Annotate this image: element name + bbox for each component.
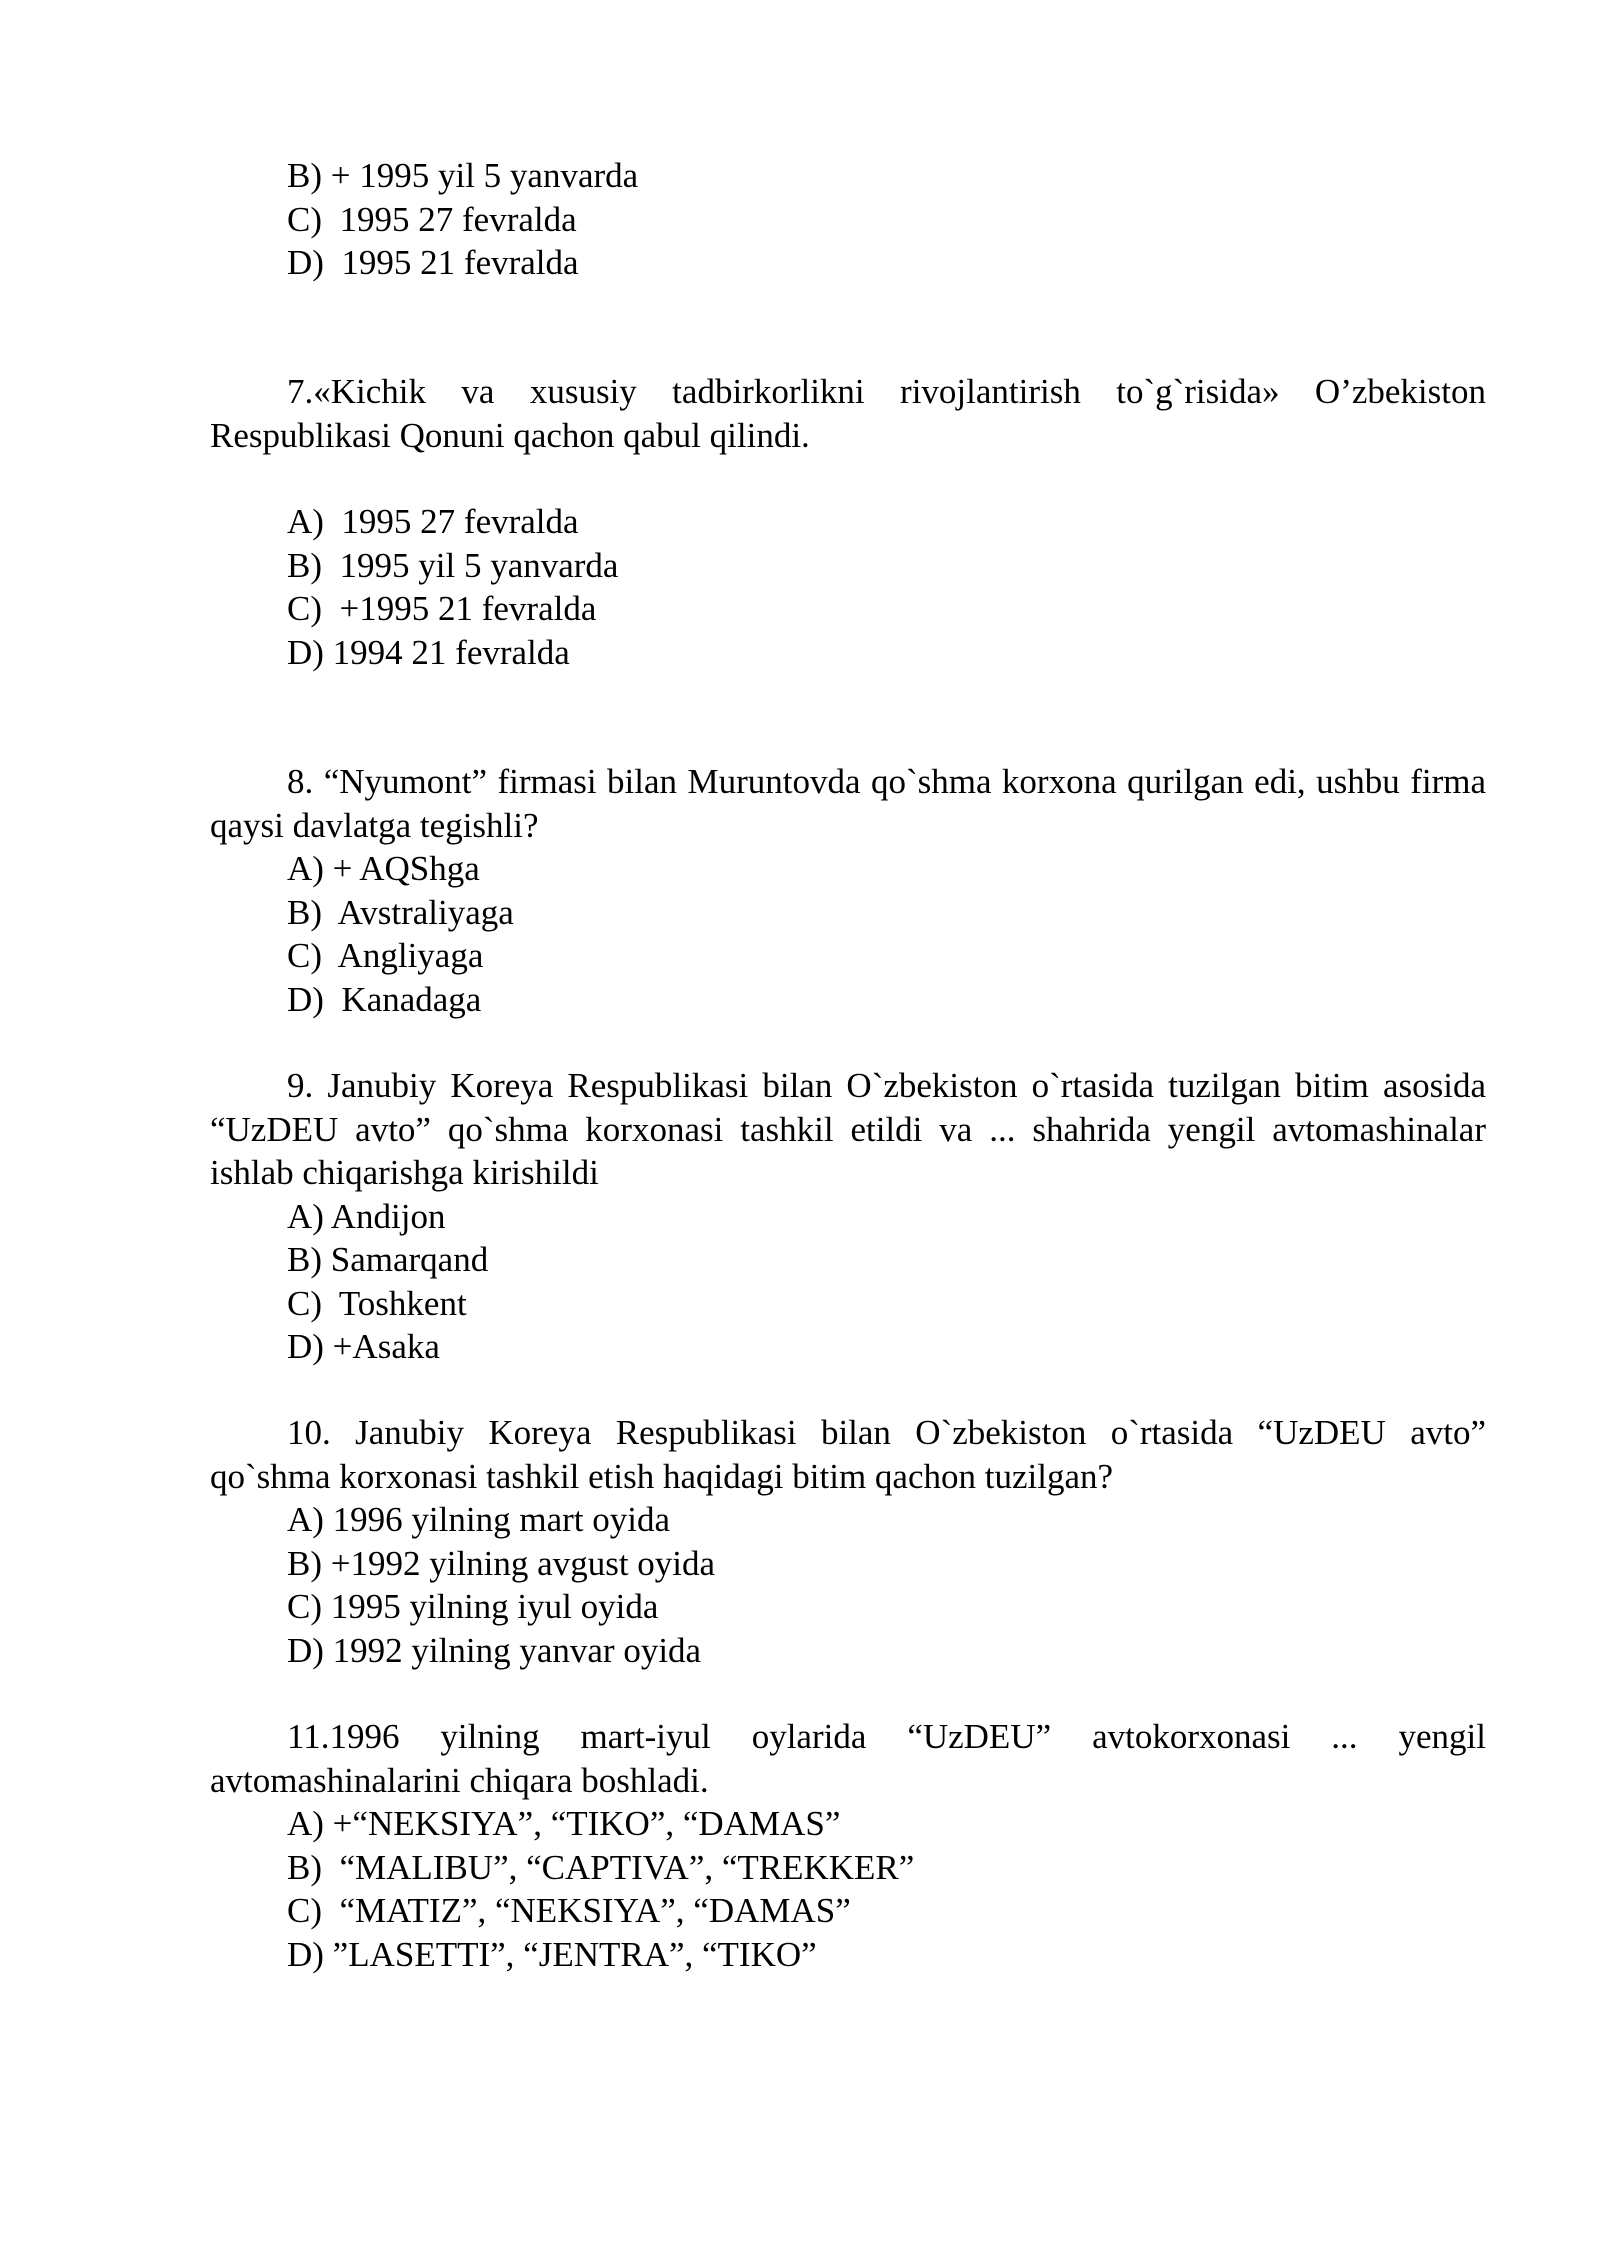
question-text: 7.«Kichik va xususiy tadbirkorlikni rivojlantirish to`g`risida» O’zbekiston Respublikasi Qonuni qachon qabul qilindi. bbox=[210, 372, 1486, 455]
option-c: C) 1995 yilning iyul oyida bbox=[287, 1587, 659, 1626]
option-d: D) 1992 yilning yanvar oyida bbox=[287, 1630, 702, 1670]
question-text: 9. Janubiy Koreya Respublikasi bilan O`zbekiston o`rtasida tuzilgan bitim asosida “UzDEU avto” qo`shma korxonasi tashkil etildi va ... shahrida yengil avtomashinalar ishlab chiqarishga kirishildi bbox=[210, 1066, 1486, 1192]
option-d: D) +Asaka bbox=[287, 1327, 440, 1366]
question-7-options bbox=[210, 500, 1486, 674]
option-d: D) ”LASETTI”, “JENTRA”, “TIKO” bbox=[287, 1934, 817, 1974]
question-9 bbox=[210, 1064, 1486, 1369]
option-a: A) Andijon bbox=[287, 1196, 446, 1236]
question-10 bbox=[210, 1411, 1486, 1672]
question-text: 8. “Nyumont” firmasi bilan Muruntovda qo`shma korxona qurilgan edi, ushbu firma qaysi davlatga tegishli? bbox=[210, 762, 1486, 845]
option-b: B) 1995 yil 5 yanvarda bbox=[287, 545, 619, 585]
option-c: C) +1995 21 fevralda bbox=[287, 589, 597, 628]
option-a: A) 1995 27 fevralda bbox=[287, 502, 579, 541]
option-d: D) 1994 21 fevralda bbox=[287, 632, 570, 672]
option-a: A) +“NEKSIYA”, “TIKO”, “DAMAS” bbox=[287, 1804, 841, 1843]
question-7 bbox=[210, 370, 1486, 457]
question-text: 11.1996 yilning mart-iyul oylarida “UzDEU” avtokorxonasi ... yengil avtomashinalarini chiqara boshladi. bbox=[210, 1717, 1486, 1800]
option-c: C) Toshkent bbox=[287, 1283, 467, 1323]
option-c: C) Angliyaga bbox=[287, 936, 484, 975]
question-6-continuation bbox=[210, 154, 1486, 285]
option-d: D) 1995 21 fevralda bbox=[287, 243, 579, 282]
option-a: A) 1996 yilning mart oyida bbox=[287, 1500, 671, 1539]
option-c: C) 1995 27 fevralda bbox=[287, 199, 577, 239]
option-b: B) Avstraliyaga bbox=[287, 892, 514, 932]
option-d: D) Kanadaga bbox=[287, 979, 482, 1019]
question-8 bbox=[210, 760, 1486, 1021]
option-c: C) “MATIZ”, “NEKSIYA”, “DAMAS” bbox=[287, 1891, 851, 1930]
question-text: 10. Janubiy Koreya Respublikasi bilan O`zbekiston o`rtasida “UzDEU avto” qo`shma korxonasi tashkil etish haqidagi bitim qachon tuzilgan? bbox=[210, 1413, 1486, 1496]
option-b: B) + 1995 yil 5 yanvarda bbox=[287, 156, 639, 195]
option-a: A) + AQShga bbox=[287, 849, 480, 888]
question-11 bbox=[210, 1715, 1486, 1976]
option-b: B) “MALIBU”, “CAPTIVA”, “TREKKER” bbox=[287, 1847, 915, 1887]
option-b: B) +1992 yilning avgust oyida bbox=[287, 1543, 716, 1583]
option-b: B) Samarqand bbox=[287, 1240, 489, 1279]
